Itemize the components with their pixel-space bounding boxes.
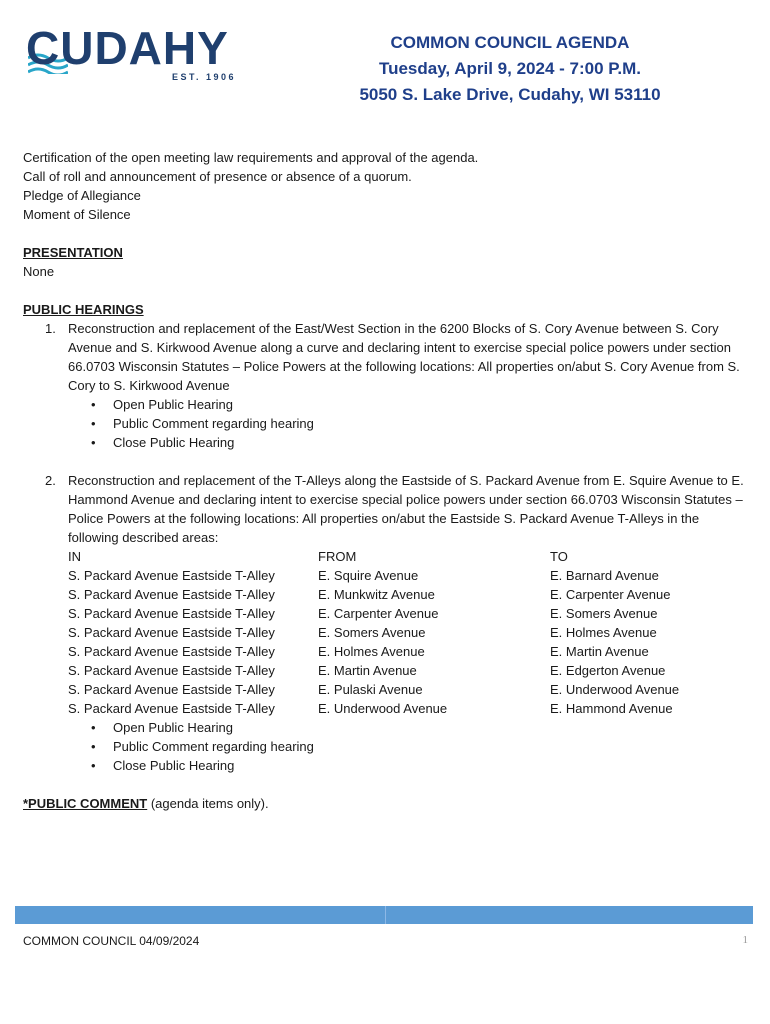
cell: E. Holmes Avenue — [318, 644, 425, 659]
cell: E. Underwood Avenue — [550, 682, 680, 697]
logo-established: EST. 1906 — [171, 72, 236, 82]
list-item: • Close Public Hearing — [113, 756, 753, 775]
item-text: Reconstruction and replacement of the T-Alleys along the Eastside of S. Packard Avenue from E. Squire Avenue to E. Hammond Avenue and declaring intent to exercise special police powers under section 66.0703 Wisconsin Statutes – Police Powers at the following locations: All properties on/abut the Eastside S. Packard Avenue T-Alleys in the following described areas: — [68, 473, 744, 545]
cell: E. Pulaski Avenue — [318, 682, 423, 697]
cell: S. Packard Avenue Eastside T-Alley — [68, 682, 275, 697]
agenda-header — [300, 30, 720, 108]
meeting-address: 5050 S. Lake Drive, Cudahy, WI 53110 — [359, 85, 661, 104]
cell: S. Packard Avenue Eastside T-Alley — [68, 663, 275, 678]
public-comment-note: (agenda items only). — [147, 796, 269, 811]
public-comment-heading: *PUBLIC COMMENT — [23, 796, 148, 811]
table-row — [68, 604, 753, 623]
hearing-steps — [23, 395, 753, 452]
footer-bar — [15, 906, 753, 924]
hearing-steps — [23, 718, 753, 775]
hearing-item — [23, 319, 753, 395]
hearing-item — [23, 471, 753, 547]
list-item: • Public Comment regarding hearing — [113, 414, 753, 433]
footer-text: COMMON COUNCIL 04/09/2024 — [23, 934, 200, 948]
presentation-heading: PRESENTATION — [23, 245, 123, 260]
public-comment-line — [23, 794, 753, 813]
column-header: TO — [550, 549, 568, 564]
list-item: • Open Public Hearing — [113, 718, 753, 737]
logo-wordmark: CUDAHY — [26, 22, 229, 74]
list-item: • Open Public Hearing — [113, 395, 753, 414]
areas-table — [68, 547, 753, 718]
cell: E. Carpenter Avenue — [550, 587, 671, 602]
cell: E. Holmes Avenue — [550, 625, 657, 640]
table-row — [68, 623, 753, 642]
cell: E. Martin Avenue — [550, 644, 649, 659]
opening-line: Certification of the open meeting law requirements and approval of the agenda. — [23, 150, 479, 165]
cell: E. Squire Avenue — [318, 568, 419, 583]
cudahy-logo — [26, 22, 248, 84]
cell: E. Somers Avenue — [318, 625, 426, 640]
agenda-body — [23, 148, 753, 813]
cell: S. Packard Avenue Eastside T-Alley — [68, 568, 275, 583]
opening-line: Moment of Silence — [23, 207, 131, 222]
item-number: 2. — [45, 473, 56, 488]
cell: E. Hammond Avenue — [550, 701, 673, 716]
table-row — [68, 566, 753, 585]
opening-line: Call of roll and announcement of presence or absence of a quorum. — [23, 169, 412, 184]
table-row — [68, 661, 753, 680]
list-item: • Public Comment regarding hearing — [113, 737, 753, 756]
public-hearings-heading: PUBLIC HEARINGS — [23, 302, 144, 317]
cell: S. Packard Avenue Eastside T-Alley — [68, 701, 275, 716]
meeting-date: Tuesday, April 9, 2024 - 7:00 P.M. — [378, 59, 642, 78]
cell: E. Carpenter Avenue — [318, 606, 439, 621]
table-row — [68, 585, 753, 604]
cell: E. Edgerton Avenue — [550, 663, 666, 678]
presentation-body: None — [23, 264, 55, 279]
cell: E. Martin Avenue — [318, 663, 417, 678]
cell: E. Munkwitz Avenue — [318, 587, 435, 602]
column-header: FROM — [318, 549, 357, 564]
table-row — [68, 680, 753, 699]
table-row — [68, 642, 753, 661]
page-number: 1 — [742, 934, 748, 946]
column-header: IN — [68, 549, 81, 564]
table-row — [68, 699, 753, 718]
cell: E. Barnard Avenue — [550, 568, 659, 583]
cell: E. Underwood Avenue — [318, 701, 448, 716]
cell: S. Packard Avenue Eastside T-Alley — [68, 625, 275, 640]
agenda-title: COMMON COUNCIL AGENDA — [390, 33, 630, 52]
cell: S. Packard Avenue Eastside T-Alley — [68, 606, 275, 621]
cell: E. Somers Avenue — [550, 606, 658, 621]
table-header-row — [68, 547, 753, 566]
opening-line: Pledge of Allegiance — [23, 188, 141, 203]
item-text: Reconstruction and replacement of the East/West Section in the 6200 Blocks of S. Cory Avenue between S. Cory Avenue and S. Kirkwood Avenue along a curve and declaring intent to exercise special police powers under section 66.0703 Wisconsin Statutes – Police Powers at the following locations: All properties on/abut S. Cory Avenue from S. Cory to S. Kirkwood Avenue — [68, 321, 740, 393]
cell: S. Packard Avenue Eastside T-Alley — [68, 644, 275, 659]
list-item: • Close Public Hearing — [113, 433, 753, 452]
item-number: 1. — [45, 321, 56, 336]
cell: S. Packard Avenue Eastside T-Alley — [68, 587, 275, 602]
